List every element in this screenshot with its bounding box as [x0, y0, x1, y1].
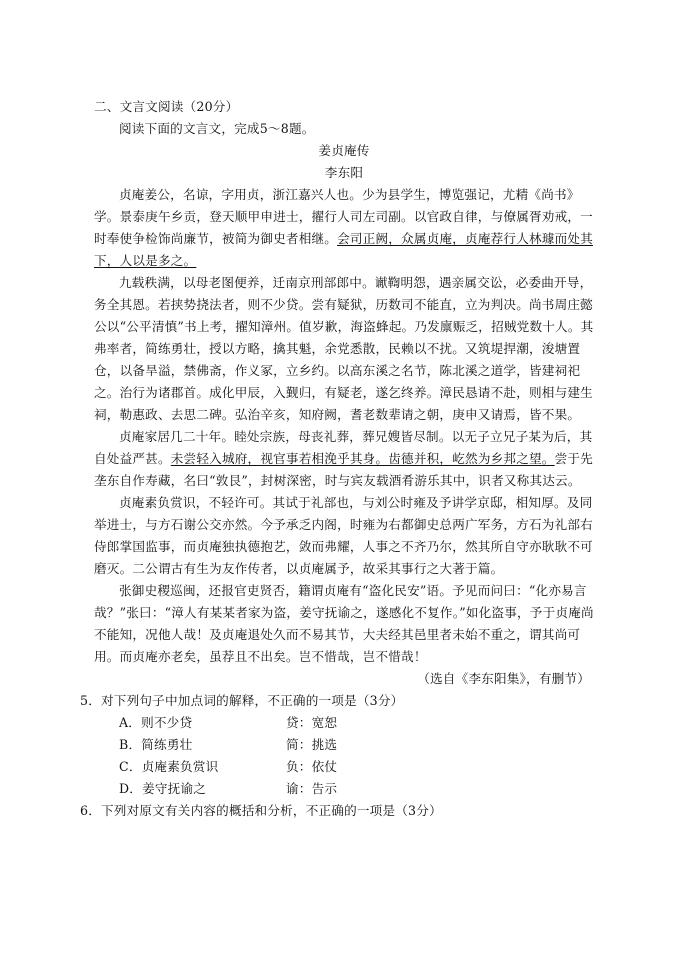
question-5-option-a — [94, 712, 594, 734]
question-5-option-c — [94, 756, 594, 778]
paragraph-2: 九载秩满，以母老图便养，迁南京刑部郎中。谳鞫明怨，遇亲属交讼，必委曲开导，务全其恩。若挟势挠法者，则不少贷。尝有疑狱，历数司不能直，立为判决。尚书周庄懿公以“公平清慎”书上考，擢知漳州。值岁歉，海盗蜂起。乃发廪赈乏，招贼党数十人。其弗率者，简练勇壮，授以方略，擒其魁，余党悉散，民赖以不扰。又筑堤捍潮，浚塘置仓，以备旱溢，禁佛斋，作义冢，立乡约。以高东溪之名节，陈北溪之道学，皆建祠祀之。治行为诸郡首。成化甲辰，入觐归，有疑老，遂乞终养。漳民恳请不赴，则相与建生祠，勒惠政、去思二碑。弘治辛亥，知府阙，耆老数辈请之朝，庚申又请焉，皆不果。 — [94, 275, 594, 422]
option-a-label: A．则不少贷 — [119, 715, 193, 730]
paragraph-3-text-a: 贞庵家居几二十年。睦处宗族，母丧礼葬，葬兄嫂皆尽制。以无子立兄子某为后，其自处益严甚。 — [94, 429, 593, 466]
option-d-gloss: 谕：告示 — [286, 781, 338, 796]
section-heading: 二、文言文阅读（20分） — [94, 99, 239, 114]
question-5-option-b — [94, 734, 594, 756]
paragraph-3-text-b: 尝于先垄东自作寿藏，名曰“敦艮”，封树深密，时与宾友载酒肴游乐其中，识者又称其达云。 — [94, 451, 593, 488]
option-b-gloss: 简：挑选 — [286, 737, 338, 752]
source-note: （选自《李东阳集》，有删节） — [417, 671, 590, 686]
question-5-stem: 5．对下列句子中加点词的解释，不正确的一项是（3分） — [80, 693, 404, 708]
paragraph-1 — [94, 184, 594, 272]
paragraph-5: 张御史稷巡闽，还报官吏贤否，籍谓贞庵有“盗化民安”语。予见而问曰：“化亦易言哉？”张曰：“漳人有某某者家为盗，姜守抚谕之，遂感化不复作。”如化盗事，予于贞庵尚不能知，况他人哉！及贞庵退处久而不易其节，大夫经其邑里者未始不重之，谓其尚可用。而贞庵亦老矣，虽荐且不出矣。岂不惜哉，岂不惜哉！ — [94, 583, 594, 664]
question-6-stem: 6．下列对原文有关内容的概括和分析，不正确的一项是（3分） — [80, 803, 442, 818]
option-c-gloss: 负：依仗 — [286, 759, 338, 774]
option-b-label: B．简练勇壮 — [119, 737, 193, 752]
paragraph-1-text: 贞庵姜公，名谅，字用贞，浙江嘉兴人也。少为县学生，博览强记，尤精《尚书》学。景泰庚午乡贡，登天顺甲申进士，擢行人司左司副。以官政自律，与僚属胥劝戒，一时奉使争检饰尚廉节，被简为御史者相继。 — [94, 187, 593, 246]
paragraph-3 — [94, 426, 594, 492]
passage-author: 李东阳 — [324, 165, 364, 180]
paragraph-1-underlined: 会司正阙，众属贞庵，贞庵荐行人林璩而处其下，人以是多之。 — [94, 231, 593, 268]
option-d-label: D．姜守抚谕之 — [119, 781, 207, 796]
paragraph-4: 贞庵素负赏识，不轻许可。其试于礼部也，与刘公时雍及予讲学京邸，相知厚。及同举进士，与方石谢公交亦然。今予承乏内阁，时雍为右都御史总两广军务，方石为礼部右侍郎掌国监事，而贞庵独执德抱艺，敛而弗耀，人事之不齐乃尔，然其所自守亦耿耿不可磨灭。二公谓古有生为友作传者，以贞庵属予，故采其事行之大著于篇。 — [94, 495, 593, 576]
paragraph-3-underlined: 未尝轻入城府，视官事若相浼乎其身。齿德并积，屹然为乡邦之望。 — [170, 451, 555, 466]
question-5-option-d — [94, 778, 594, 800]
passage-title: 姜贞庵传 — [318, 143, 370, 158]
option-a-gloss: 贷：宽恕 — [286, 715, 338, 730]
document-content — [80, 96, 594, 822]
option-c-label: C．贞庵素负赏识 — [119, 759, 219, 774]
instruction: 阅读下面的文言文，完成5～8题。 — [119, 121, 315, 136]
